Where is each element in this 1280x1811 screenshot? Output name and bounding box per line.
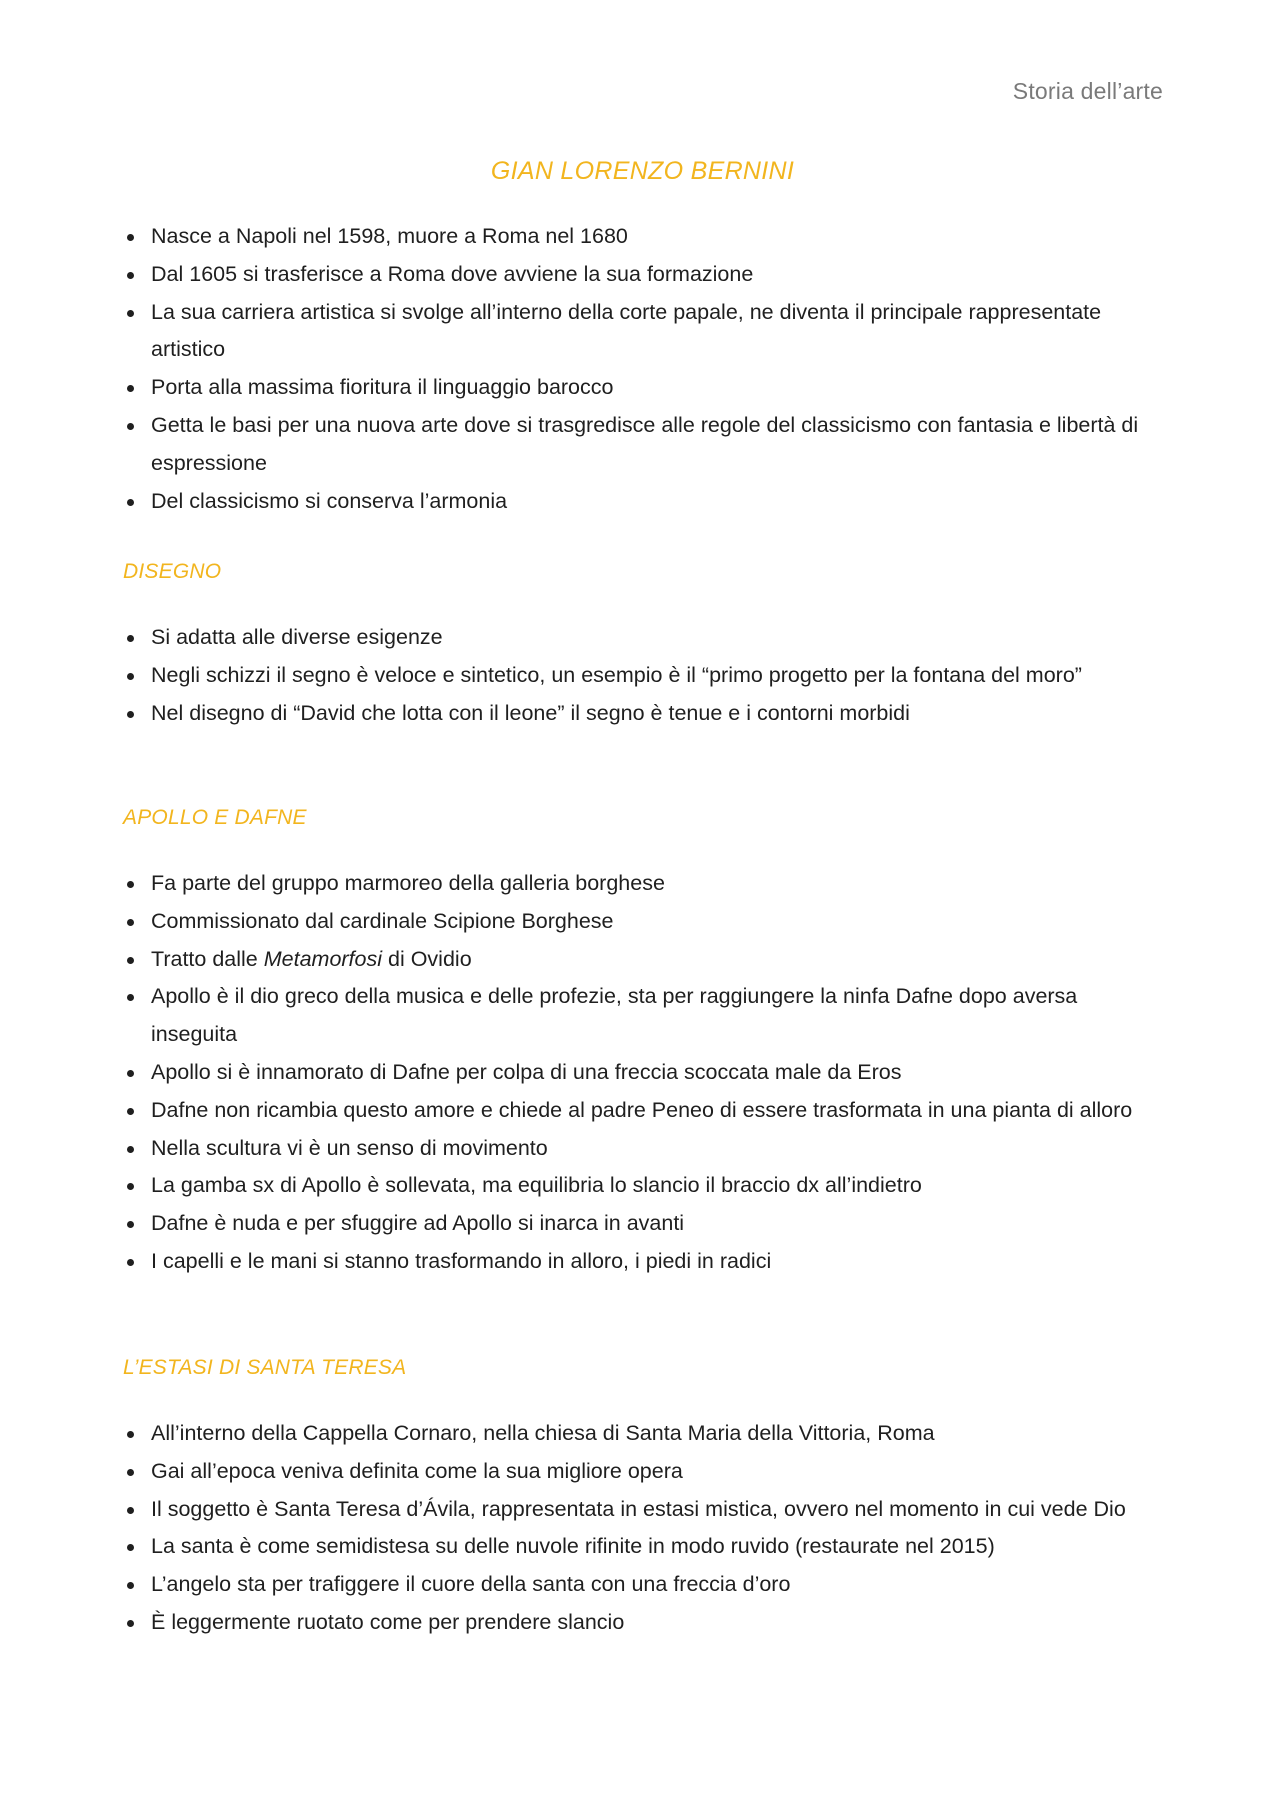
list-item: Fa parte del gruppo marmoreo della galleria borghese [123,865,1163,903]
document-title: GIAN LORENZO BERNINI [490,157,795,185]
section-heading-apollo-e-dafne: APOLLO E DAFNE [123,806,307,829]
list-item: Gai all’epoca veniva definita come la sua migliore opera [123,1453,1163,1491]
apollo-list [123,865,1163,1281]
list-item [123,941,1163,979]
list-item-text: Tratto dalle [151,946,264,971]
section-heading-estasi-santa-teresa: L’ESTASI DI SANTA TERESA [123,1356,407,1379]
list-item: I capelli e le mani si stanno trasformando in alloro, i piedi in radici [123,1243,1163,1281]
list-item: Nella scultura vi è un senso di movimento [123,1130,1163,1168]
list-item: Si adatta alle diverse esigenze [123,619,1163,657]
running-header: Storia dell’arte [1012,78,1163,104]
list-item: La santa è come semidistesa su delle nuvole rifinite in modo ruvido (restaurate nel 2015) [123,1528,1163,1566]
disegno-list [123,619,1163,732]
list-item: Commissionato dal cardinale Scipione Borghese [123,903,1163,941]
list-item: Apollo è il dio greco della musica e delle profezie, sta per raggiungere la ninfa Dafne dopo aversa inseguita [123,978,1163,1054]
list-item: Il soggetto è Santa Teresa d’Ávila, rappresentata in estasi mistica, ovvero nel momento in cui vede Dio [123,1491,1163,1529]
work-title-emphasis: Metamorfosi [263,946,383,971]
list-item: La gamba sx di Apollo è sollevata, ma equilibria lo slancio il braccio dx all’indietro [123,1167,1163,1205]
list-item: Nel disegno di “David che lotta con il leone” il segno è tenue e i contorni morbidi [123,695,1163,733]
list-item: Dafne non ricambia questo amore e chiede al padre Peneo di essere trasformata in una pianta di alloro [123,1092,1163,1130]
list-item: Nasce a Napoli nel 1598, muore a Roma nel 1680 [123,218,1163,256]
list-item: Getta le basi per una nuova arte dove si trasgredisce alle regole del classicismo con fantasia e libertà di espressione [123,407,1163,483]
list-item: La sua carriera artistica si svolge all’interno della corte papale, ne diventa il principale rappresentate artistico [123,294,1163,370]
list-item: Dal 1605 si trasferisce a Roma dove avviene la sua formazione [123,256,1163,294]
section-heading-disegno: DISEGNO [123,560,222,583]
list-item: È leggermente ruotato come per prendere slancio [123,1604,1163,1642]
list-item: Dafne è nuda e per sfuggire ad Apollo si inarca in avanti [123,1205,1163,1243]
intro-list [123,218,1163,520]
list-item: Apollo si è innamorato di Dafne per colpa di una freccia scoccata male da Eros [123,1054,1163,1092]
list-item: Negli schizzi il segno è veloce e sintetico, un esempio è il “primo progetto per la fontana del moro” [123,657,1163,695]
list-item: L’angelo sta per trafiggere il cuore della santa con una freccia d’oro [123,1566,1163,1604]
list-item: Porta alla massima fioritura il linguaggio barocco [123,369,1163,407]
teresa-list [123,1415,1163,1642]
list-item: Del classicismo si conserva l’armonia [123,483,1163,521]
list-item: All’interno della Cappella Cornaro, nella chiesa di Santa Maria della Vittoria, Roma [123,1415,1163,1453]
list-item-text: di Ovidio [382,946,472,971]
